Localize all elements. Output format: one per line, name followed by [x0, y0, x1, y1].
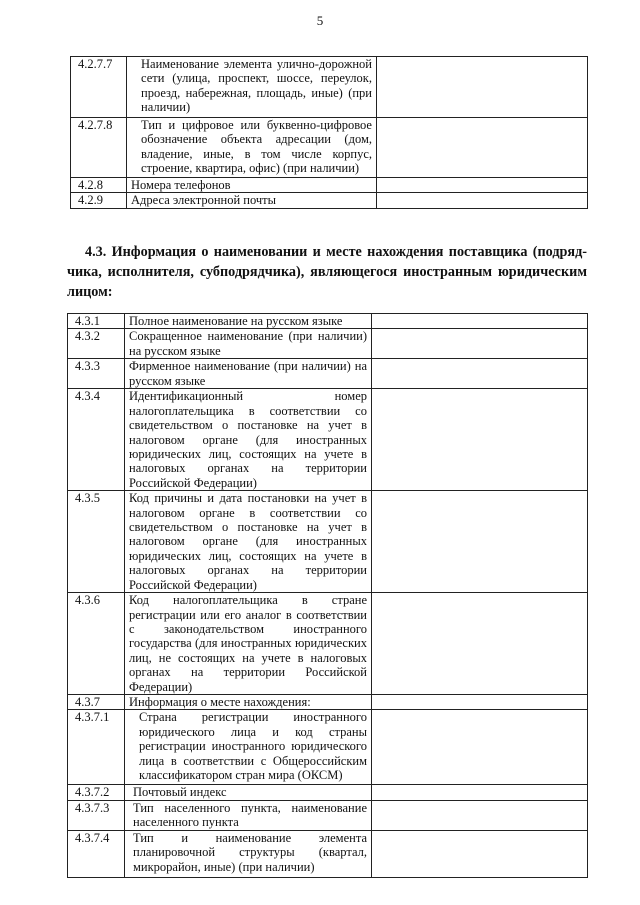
table-row [68, 710, 588, 785]
row-label: Идентификационный номер налогоплательщика в соответствии со свидетельством о постановке на учет в налоговом органе (для иностранных юридических лиц, состоящих на учете в налоговых органах на территории Российской Федерации) [125, 389, 372, 491]
row-value-cell[interactable] [372, 710, 588, 785]
table-row [68, 694, 588, 709]
row-label: Почтовый индекс [125, 785, 372, 800]
table-row [68, 785, 588, 800]
row-label: Тип и наименование элемента планировочной структуры (квартал, микрорайон, иные) (при наличии) [125, 830, 372, 877]
row-label: Сокращенное наименование (при наличии) на русском языке [125, 329, 372, 359]
table-row [68, 389, 588, 491]
row-value-cell[interactable] [372, 389, 588, 491]
section-heading-line: 4.3. Информация о наименовании и месте нахождения поставщика (подряд- [85, 244, 587, 260]
row-value-cell[interactable] [372, 694, 588, 709]
row-label: Код причины и дата постановки на учет в налоговом органе в соответствии со свидетельством о постановке на учет в налоговом органе (для иностранных юридических лиц, состоящих на учете в налоговых органах на территории Российской Федерации) [125, 491, 372, 593]
row-value-cell[interactable] [377, 57, 588, 118]
row-value-cell[interactable] [377, 178, 588, 193]
row-value-cell[interactable] [372, 359, 588, 389]
section-heading [67, 242, 587, 302]
row-value-cell[interactable] [377, 193, 588, 208]
row-label: Тип населенного пункта, наименование населенного пункта [125, 800, 372, 830]
row-number: 4.2.7.7 [71, 57, 127, 118]
row-value-cell[interactable] [372, 800, 588, 830]
row-label: Номера телефонов [127, 178, 377, 193]
page-number: 5 [316, 13, 324, 28]
table-row [68, 359, 588, 389]
row-number: 4.3.3 [68, 359, 125, 389]
table-row [68, 329, 588, 359]
row-number: 4.3.1 [68, 314, 125, 329]
row-number: 4.3.4 [68, 389, 125, 491]
section-heading-line: чика, исполнителя, субподрядчика), являющегося иностранным юридическим [67, 264, 587, 280]
table-row [68, 830, 588, 877]
row-value-cell[interactable] [372, 593, 588, 695]
row-value-cell[interactable] [372, 314, 588, 329]
table-row [71, 57, 588, 118]
address-table [70, 56, 588, 209]
row-number: 4.3.7.3 [68, 800, 125, 830]
row-number: 4.3.7.2 [68, 785, 125, 800]
foreign-entity-table-body [68, 314, 588, 878]
row-label: Код налогоплательщика в стране регистрации или его аналог в соответствии с законодательством иностранного государства (для иностранных юридических лиц, не состоящих на учете в налоговых органах на территории Российской Федерации) [125, 593, 372, 695]
row-number: 4.3.7.1 [68, 710, 125, 785]
table-row [68, 491, 588, 593]
row-label: Адреса электронной почты [127, 193, 377, 208]
row-label: Информация о месте нахождения: [125, 694, 372, 709]
table-row [68, 314, 588, 329]
row-number: 4.3.2 [68, 329, 125, 359]
row-value-cell[interactable] [377, 118, 588, 178]
row-value-cell[interactable] [372, 785, 588, 800]
table-row [71, 118, 588, 178]
row-number: 4.3.6 [68, 593, 125, 695]
row-label: Тип и цифровое или буквенно-цифровое обозначение объекта адресации (дом, владение, иные, в том числе корпус, строение, квартира, офис) (при наличии) [127, 118, 377, 178]
row-number: 4.3.7.4 [68, 830, 125, 877]
row-value-cell[interactable] [372, 329, 588, 359]
row-value-cell[interactable] [372, 491, 588, 593]
table-row [68, 800, 588, 830]
row-number: 4.3.7 [68, 694, 125, 709]
row-label: Наименование элемента улично-дорожной сети (улица, проспект, шоссе, переулок, проезд, набережная, площадь, иные) (при наличии) [127, 57, 377, 118]
section-heading-line: лицом: [67, 284, 113, 300]
foreign-entity-table [67, 313, 588, 878]
row-number: 4.2.7.8 [71, 118, 127, 178]
row-label: Страна регистрации иностранного юридического лица и код страны регистрации иностранного юридического лица в соответствии с Общероссийским классификатором стран мира (ОКСМ) [125, 710, 372, 785]
table-row [71, 178, 588, 193]
address-table-body [71, 57, 588, 209]
row-label: Фирменное наименование (при наличии) на русском языке [125, 359, 372, 389]
row-number: 4.2.8 [71, 178, 127, 193]
table-row [71, 193, 588, 208]
table-row [68, 593, 588, 695]
row-number: 4.3.5 [68, 491, 125, 593]
row-value-cell[interactable] [372, 830, 588, 877]
row-number: 4.2.9 [71, 193, 127, 208]
row-label: Полное наименование на русском языке [125, 314, 372, 329]
